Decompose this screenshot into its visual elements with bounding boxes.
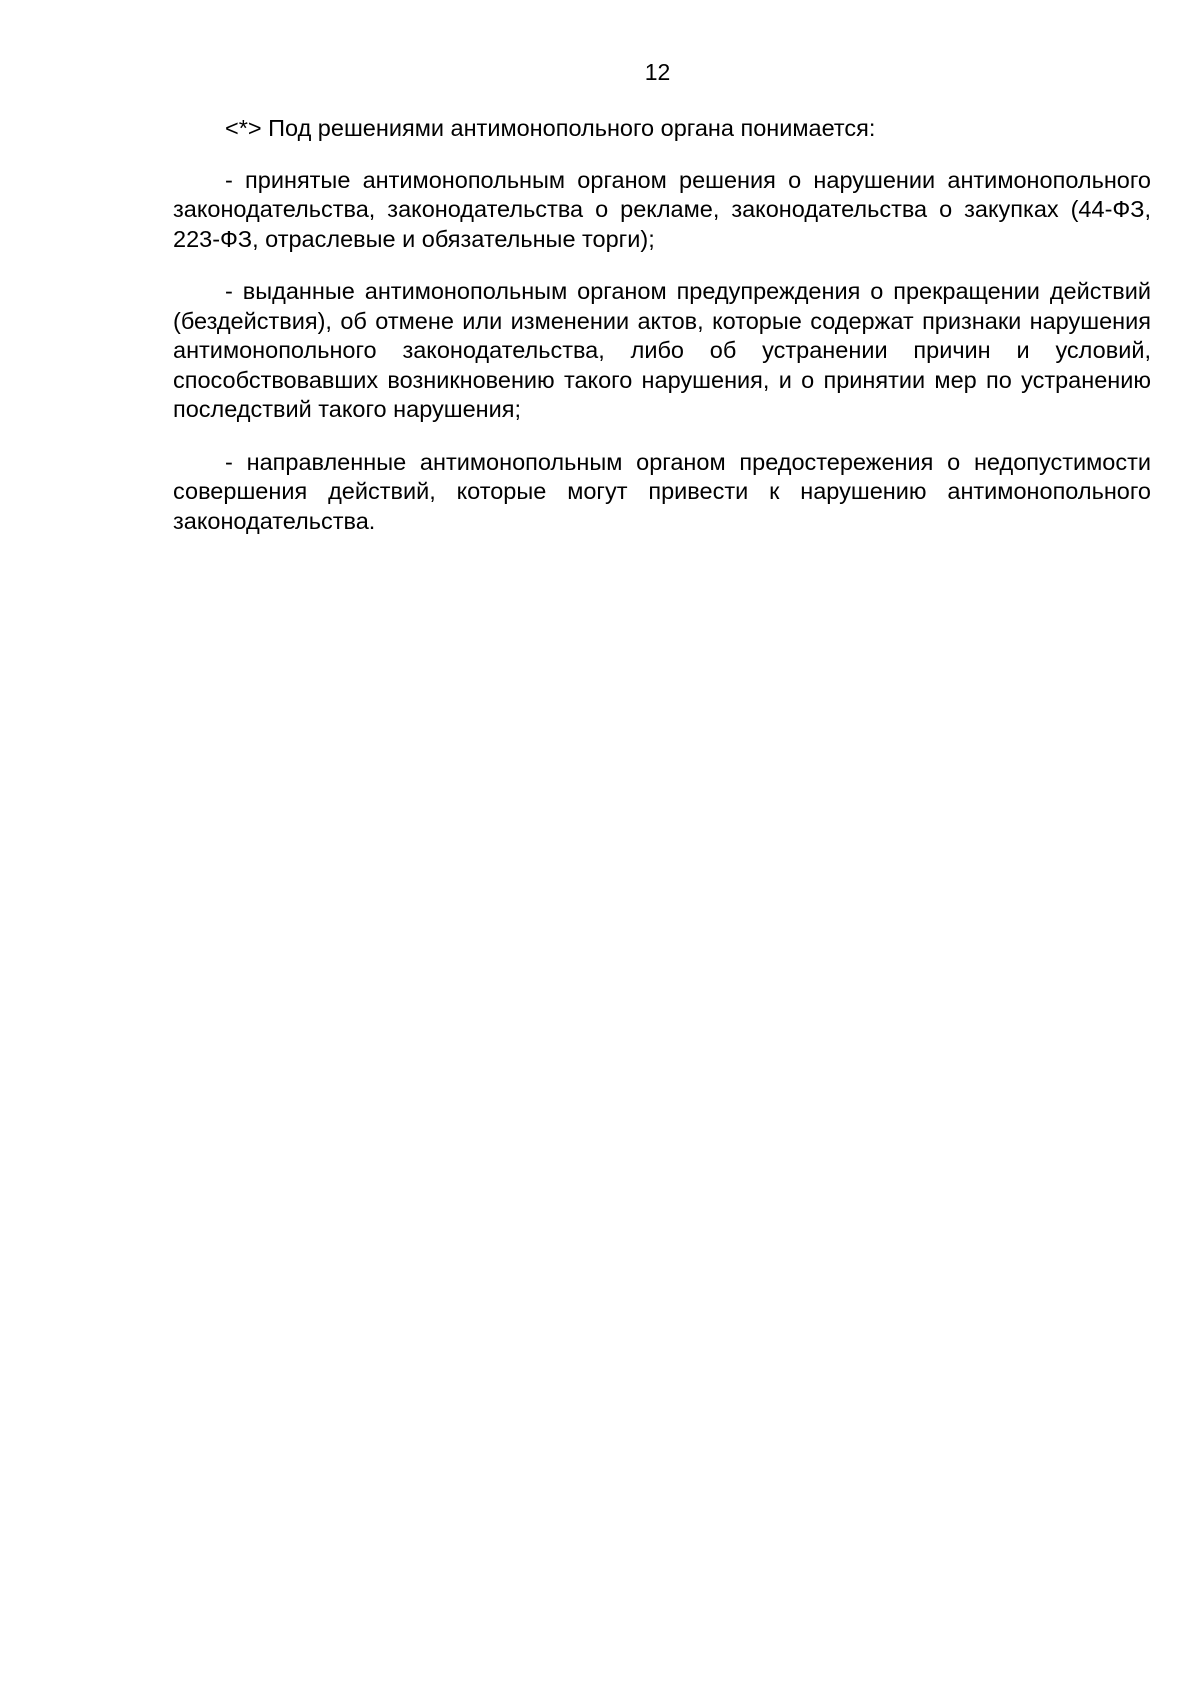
page-number: 12 xyxy=(644,59,671,85)
footnote-item-cautions: - направленные антимонопольным органом предостережения о недопустимости совершения действий, которые могут привести к нарушению антимонопольного законодательства. xyxy=(173,448,1151,534)
footnote-item-warnings: - выданные антимонопольным органом предупреждения о прекращении действий (бездействия), об отмене или изменении актов, которые содержат признаки нарушения антимонопольного законодательства, либо об устранении причин и условий, способствовавших возникновению такого нарушения, и о принятии мер по устранению последствий такого нарушения; xyxy=(173,278,1151,422)
footnote-item-decisions: - принятые антимонопольным органом решения о нарушении антимонопольного законодательства, законодательства о рекламе, законодательства о закупках (44-ФЗ, 223-ФЗ, отраслевые и обязательные торги); xyxy=(173,166,1151,252)
footnote-block xyxy=(173,114,1151,559)
footnote-intro: <*> Под решениями антимонопольного органа понимается: xyxy=(225,115,876,141)
